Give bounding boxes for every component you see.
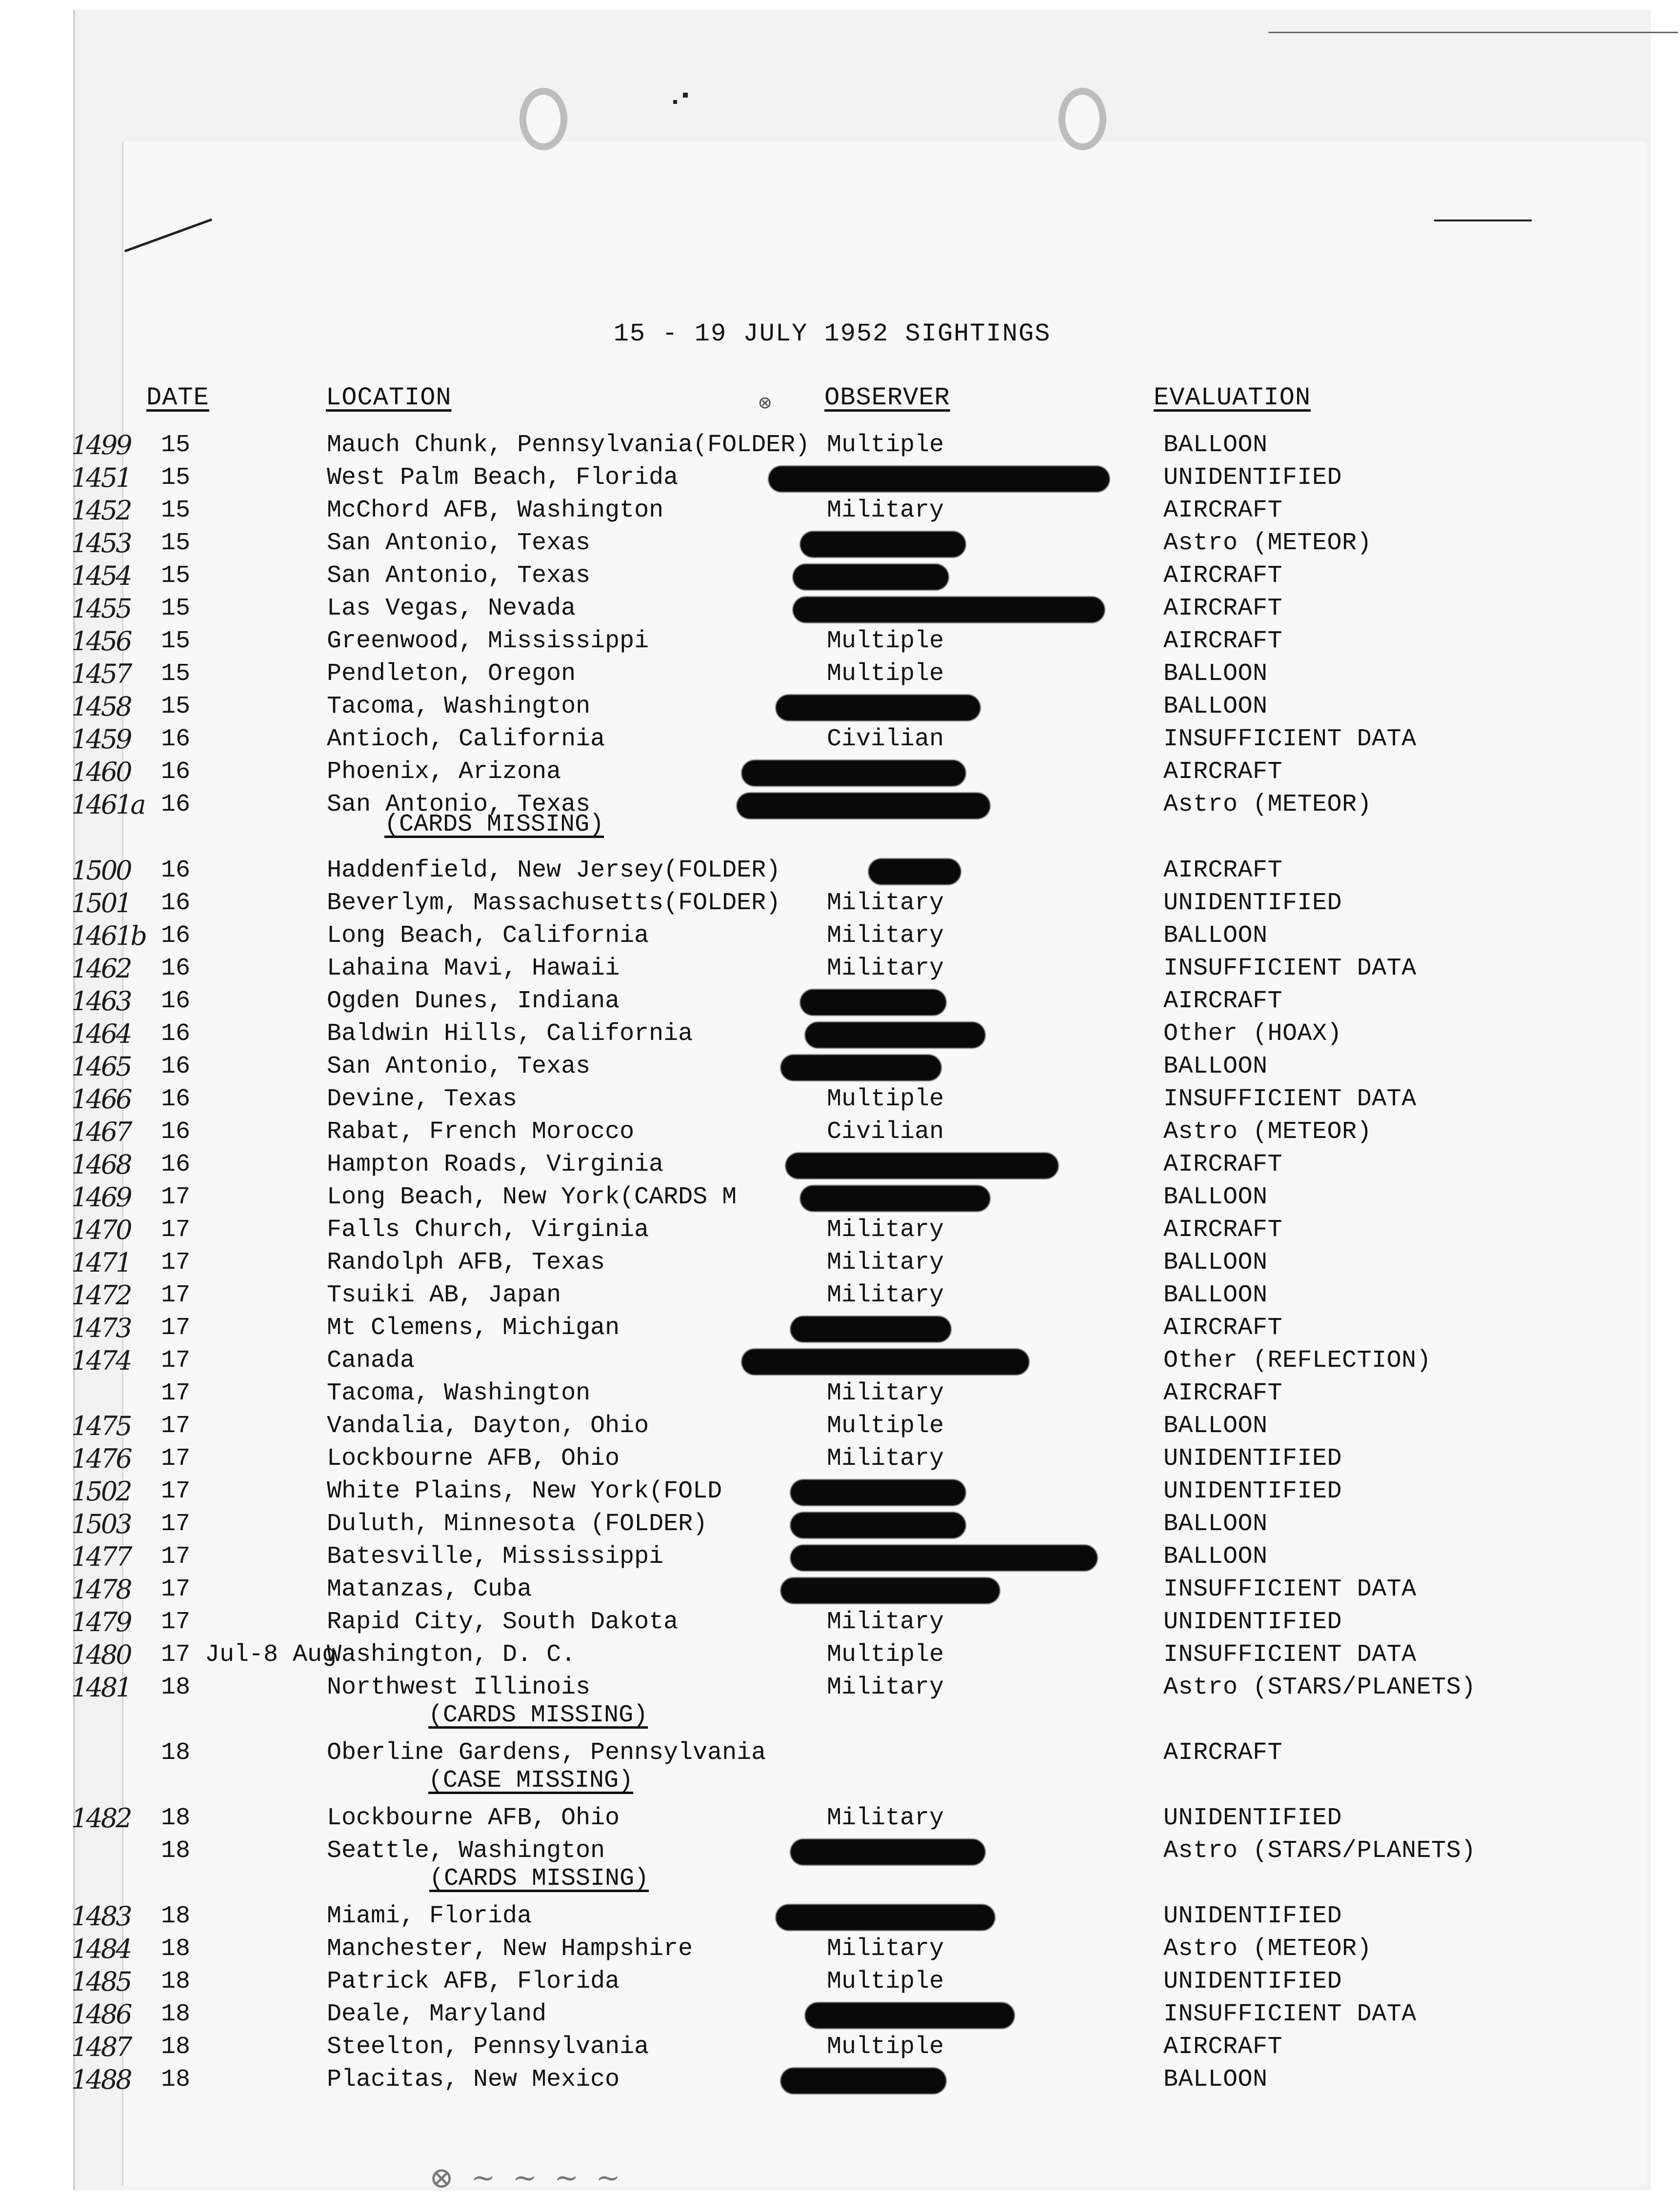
redaction-bar — [800, 531, 966, 558]
location-cell: Hampton Roads, Virginia — [327, 1151, 664, 1178]
date-cell: 18 — [161, 1968, 191, 1995]
evaluation-cell: BALLOON — [1163, 1412, 1268, 1440]
punch-hole-right — [1059, 88, 1106, 150]
location-cell: McChord AFB, Washington — [327, 497, 664, 524]
table-row — [0, 887, 1680, 919]
evaluation-cell: AIRCRAFT — [1163, 1216, 1283, 1244]
date-cell: 16 — [161, 889, 191, 917]
evaluation-cell: UNIDENTIFIED — [1163, 1968, 1342, 1995]
date-cell: 17 — [161, 1608, 191, 1636]
redaction-bar — [780, 1577, 1000, 1604]
evaluation-cell: UNIDENTIFIED — [1163, 1608, 1342, 1636]
location-cell: San Antonio, Texas — [327, 529, 591, 557]
date-cell: 17 — [161, 1445, 191, 1473]
date-cell: 16 — [161, 1151, 191, 1178]
location-cell: Tsuiki AB, Japan — [327, 1281, 561, 1309]
table-row — [0, 1247, 1680, 1279]
table-row — [0, 855, 1680, 887]
table-row — [0, 1377, 1680, 1410]
observer-cell: Civilian — [827, 1118, 944, 1146]
observer-cell: Multiple — [827, 1412, 944, 1440]
case-number: 1481 — [71, 1672, 131, 1703]
date-cell: 17 — [161, 1216, 191, 1244]
case-number: 1484 — [71, 1934, 131, 1964]
case-number: 1472 — [71, 1280, 131, 1311]
date-cell: 18 — [161, 1739, 191, 1767]
location-cell: San Antonio, Texas — [327, 791, 591, 818]
location-cell: Northwest Illinois — [327, 1674, 591, 1701]
redaction-bar — [741, 760, 966, 786]
redaction-bar — [776, 695, 980, 721]
date-cell: 16 — [161, 922, 191, 950]
circled-x-mark: ⊗ — [759, 392, 772, 417]
location-cell: Pendleton, Oregon — [327, 660, 576, 688]
evaluation-cell: Other (HOAX) — [1163, 1020, 1342, 1048]
date-cell: 15 — [161, 627, 191, 655]
redaction-bar — [790, 1545, 1098, 1571]
date-cell: 16 — [161, 725, 191, 753]
observer-cell: Military — [827, 922, 944, 950]
location-cell: Patrick AFB, Florida — [327, 1968, 620, 1995]
table-row — [0, 985, 1680, 1018]
redaction-bar — [790, 1839, 985, 1865]
case-number: 1473 — [71, 1313, 131, 1343]
location-cell: Vandalia, Dayton, Ohio — [327, 1412, 649, 1440]
evaluation-cell: Astro (STARS/PLANETS) — [1163, 1837, 1476, 1865]
case-number: 1454 — [71, 560, 131, 591]
date-cell: 16 — [161, 758, 191, 786]
date-cell: 17 — [161, 1249, 191, 1277]
edge-line — [1268, 32, 1678, 33]
case-number: 1465 — [71, 1051, 131, 1082]
redaction-bar — [790, 1479, 966, 1506]
evaluation-cell: INSUFFICIENT DATA — [1163, 1641, 1417, 1669]
location-cell: Washington, D. C. — [327, 1641, 576, 1669]
observer-cell: Multiple — [827, 627, 944, 655]
case-number: 1459 — [71, 724, 131, 755]
case-number: 1477 — [71, 1541, 131, 1572]
table-row — [0, 953, 1680, 985]
evaluation-cell: INSUFFICIENT DATA — [1163, 2000, 1417, 2028]
location-cell: Mauch Chunk, Pennsylvania(FOLDER) — [327, 431, 810, 459]
header-observer: OBSERVER — [824, 383, 950, 412]
header-date: DATE — [146, 383, 209, 412]
date-cell: 18 — [161, 1935, 191, 1963]
redaction-bar — [800, 1185, 990, 1212]
table-row — [0, 2031, 1680, 2063]
evaluation-cell: BALLOON — [1163, 660, 1268, 688]
redaction-bar — [776, 1904, 995, 1931]
observer-cell: Military — [827, 1445, 944, 1473]
redaction-bar — [805, 2002, 1015, 2029]
table-row — [0, 527, 1680, 559]
case-number: 1500 — [71, 855, 131, 886]
date-cell: 18 — [161, 2000, 191, 2028]
observer-cell: Multiple — [827, 431, 944, 459]
case-number: 1485 — [71, 1966, 131, 1997]
table-row — [0, 1606, 1680, 1638]
date-cell: 16 — [161, 1020, 191, 1048]
location-cell: Duluth, Minnesota (FOLDER) — [327, 1510, 708, 1538]
table-row — [0, 462, 1680, 494]
date-cell: 15 — [161, 595, 191, 622]
case-number: 1453 — [71, 528, 131, 559]
case-number: 1483 — [71, 1901, 131, 1932]
observer-cell: Military — [827, 1804, 944, 1832]
date-cell: 15 — [161, 562, 191, 590]
evaluation-cell: UNIDENTIFIED — [1163, 889, 1342, 917]
table-row — [0, 1802, 1680, 1835]
case-number: 1476 — [71, 1443, 131, 1474]
observer-cell: Multiple — [827, 1085, 944, 1113]
location-cell: Beverlym, Massachusetts(FOLDER) — [327, 889, 781, 917]
header-evaluation: EVALUATION — [1154, 383, 1311, 412]
redaction-bar — [741, 1349, 1029, 1375]
location-cell: Miami, Florida — [327, 1902, 532, 1930]
date-cell: 16 — [161, 1053, 191, 1080]
observer-cell: Civilian — [827, 725, 944, 753]
table-row — [0, 1737, 1680, 1769]
evaluation-cell: Other (REFLECTION) — [1163, 1347, 1432, 1375]
date-cell: 16 — [161, 791, 191, 818]
case-number: 1471 — [71, 1247, 131, 1278]
case-missing-note: (CASE MISSING) — [428, 1767, 634, 1795]
observer-cell: Military — [827, 1216, 944, 1244]
punch-hole-left — [520, 88, 567, 150]
location-cell: Matanzas, Cuba — [327, 1576, 532, 1603]
table-row — [0, 593, 1680, 625]
observer-cell: Multiple — [827, 2033, 944, 2061]
table-row — [0, 1508, 1680, 1540]
location-cell: Rapid City, South Dakota — [327, 1608, 679, 1636]
case-number: 1451 — [71, 462, 131, 493]
evaluation-cell: Astro (STARS/PLANETS) — [1163, 1674, 1476, 1701]
evaluation-cell: UNIDENTIFIED — [1163, 464, 1342, 492]
table-row — [0, 1998, 1680, 2031]
location-cell: Phoenix, Arizona — [327, 758, 561, 786]
location-cell: Long Beach, New York(CARDS M — [327, 1183, 737, 1211]
location-cell: Antioch, California — [327, 725, 605, 753]
table-row — [0, 1279, 1680, 1312]
location-cell: Canada — [327, 1347, 415, 1375]
case-number: 1475 — [71, 1411, 131, 1441]
date-cell: 15 — [161, 693, 191, 720]
date-cell: 16 — [161, 1085, 191, 1113]
evaluation-cell: Astro (METEOR) — [1163, 1118, 1372, 1146]
location-cell: Seattle, Washington — [327, 1837, 605, 1865]
case-number: 1478 — [71, 1574, 131, 1605]
table-row — [0, 1933, 1680, 1965]
location-cell: Ogden Dunes, Indiana — [327, 987, 620, 1015]
location-cell: Deale, Maryland — [327, 2000, 547, 2028]
evaluation-cell: UNIDENTIFIED — [1163, 1445, 1342, 1473]
case-number: 1464 — [71, 1018, 131, 1049]
location-cell: Lockbourne AFB, Ohio — [327, 1804, 620, 1832]
observer-cell: Military — [827, 1674, 944, 1701]
evaluation-cell: AIRCRAFT — [1163, 1314, 1283, 1342]
case-number: 1486 — [71, 1999, 131, 2030]
table-row — [0, 691, 1680, 723]
cards-missing-note: (CARDS MISSING) — [429, 1865, 649, 1893]
table-row — [0, 789, 1680, 821]
evaluation-cell: AIRCRAFT — [1163, 1739, 1283, 1767]
date-cell: 17 — [161, 1510, 191, 1538]
location-cell: Las Vegas, Nevada — [327, 595, 576, 622]
date-cell: 17 — [161, 1347, 191, 1375]
case-number: 1502 — [71, 1476, 131, 1507]
evaluation-cell: INSUFFICIENT DATA — [1163, 1085, 1417, 1113]
location-cell: Placitas, New Mexico — [327, 2066, 620, 2094]
observer-cell: Military — [827, 1935, 944, 1963]
table-row — [0, 495, 1680, 527]
evaluation-cell: INSUFFICIENT DATA — [1163, 1576, 1417, 1603]
date-cell: 17 — [161, 1379, 191, 1407]
date-cell: 18 — [161, 2033, 191, 2061]
table-row — [0, 1574, 1680, 1606]
evaluation-cell: BALLOON — [1163, 693, 1268, 720]
date-cell: 15 — [161, 529, 191, 557]
date-cell: 17 — [161, 1314, 191, 1342]
redaction-bar — [737, 793, 990, 819]
location-cell: Long Beach, California — [327, 922, 649, 950]
case-number: 1488 — [71, 2064, 131, 2095]
location-cell: Greenwood, Mississippi — [327, 627, 649, 655]
evaluation-cell: AIRCRAFT — [1163, 562, 1283, 590]
evaluation-cell: BALLOON — [1163, 1183, 1268, 1211]
date-cell: 18 — [161, 1804, 191, 1832]
location-cell: Haddenfield, New Jersey(FOLDER) — [327, 857, 781, 884]
redaction-bar — [768, 466, 1110, 492]
redaction-bar — [790, 1512, 966, 1538]
redaction-bar — [780, 1055, 941, 1081]
evaluation-cell: UNIDENTIFIED — [1163, 1902, 1342, 1930]
observer-cell: Military — [827, 497, 944, 524]
date-cell: 16 — [161, 987, 191, 1015]
case-number: 1474 — [71, 1345, 131, 1376]
case-number: 1457 — [71, 658, 131, 689]
table-row — [0, 1051, 1680, 1083]
table-row — [0, 560, 1680, 592]
case-number: 1463 — [71, 986, 131, 1017]
date-cell: 18 — [161, 1674, 191, 1701]
evaluation-cell: Astro (METEOR) — [1163, 1935, 1372, 1963]
observer-cell: Multiple — [827, 1641, 944, 1669]
case-number: 1460 — [71, 757, 131, 787]
location-cell: Falls Church, Virginia — [327, 1216, 649, 1244]
evaluation-cell: AIRCRAFT — [1163, 987, 1283, 1015]
date-cell: 18 — [161, 2066, 191, 2094]
table-row — [0, 920, 1680, 952]
case-number: 1499 — [71, 430, 131, 460]
table-row — [0, 1018, 1680, 1050]
case-number: 1461b — [71, 920, 145, 951]
case-number: 1479 — [71, 1607, 131, 1637]
case-number: 1467 — [71, 1117, 131, 1147]
table-row — [0, 1541, 1680, 1573]
table-row — [0, 658, 1680, 690]
evaluation-cell: BALLOON — [1163, 2066, 1268, 2094]
evaluation-cell: BALLOON — [1163, 431, 1268, 459]
evaluation-cell: UNIDENTIFIED — [1163, 1804, 1342, 1832]
pen-stroke — [1434, 220, 1532, 221]
case-number: 1469 — [71, 1182, 131, 1213]
date-cell: 17 — [161, 1183, 191, 1211]
date-cell: 15 — [161, 464, 191, 492]
date-cell: 17 — [161, 1477, 191, 1505]
redaction-bar — [790, 1316, 951, 1342]
evaluation-cell: BALLOON — [1163, 1543, 1268, 1571]
table-row — [0, 429, 1680, 461]
observer-cell: Military — [827, 1608, 944, 1636]
location-cell: Batesville, Mississippi — [327, 1543, 664, 1571]
evaluation-cell: BALLOON — [1163, 922, 1268, 950]
cards-missing-note: (CARDS MISSING) — [428, 1701, 648, 1729]
location-cell: Rabat, French Morocco — [327, 1118, 635, 1146]
evaluation-cell: INSUFFICIENT DATA — [1163, 725, 1417, 753]
evaluation-cell: AIRCRAFT — [1163, 627, 1283, 655]
date-cell: 16 — [161, 1118, 191, 1146]
table-row — [0, 1443, 1680, 1475]
case-number: 1501 — [71, 888, 131, 918]
observer-cell: Military — [827, 1379, 944, 1407]
location-cell: Devine, Texas — [327, 1085, 518, 1113]
cards-missing-note: (CARDS MISSING) — [384, 811, 604, 838]
table-row — [0, 1312, 1680, 1344]
observer-cell: Multiple — [827, 660, 944, 688]
case-number: 1468 — [71, 1149, 131, 1180]
location-cell: Lahaina Mavi, Hawaii — [327, 955, 620, 982]
speck — [683, 93, 688, 98]
case-number: 1503 — [71, 1509, 131, 1539]
redaction-bar — [800, 989, 946, 1016]
case-number: 1458 — [71, 691, 131, 722]
table-row — [0, 1476, 1680, 1508]
case-number: 1470 — [71, 1215, 131, 1245]
table-row — [0, 1900, 1680, 1933]
date-cell: 17 — [161, 1576, 191, 1603]
table-row — [0, 1149, 1680, 1181]
date-cell: 18 — [161, 1837, 191, 1865]
case-number: 1466 — [71, 1084, 131, 1115]
location-cell: Randolph AFB, Texas — [327, 1249, 605, 1277]
table-row — [0, 1345, 1680, 1377]
evaluation-cell: BALLOON — [1163, 1053, 1268, 1080]
date-cell: 17 — [161, 1412, 191, 1440]
evaluation-cell: AIRCRAFT — [1163, 758, 1283, 786]
table-row — [0, 2064, 1680, 2096]
evaluation-cell: AIRCRAFT — [1163, 1151, 1283, 1178]
speck — [673, 100, 677, 104]
evaluation-cell: Astro (METEOR) — [1163, 529, 1372, 557]
date-cell: 18 — [161, 1902, 191, 1930]
evaluation-cell: BALLOON — [1163, 1281, 1268, 1309]
table-row — [0, 1966, 1680, 1998]
location-cell: Lockbourne AFB, Ohio — [327, 1445, 620, 1473]
date-cell: 17 — [161, 1281, 191, 1309]
location-cell: White Plains, New York(FOLD — [327, 1477, 722, 1505]
redaction-bar — [793, 597, 1105, 623]
evaluation-cell: UNIDENTIFIED — [1163, 1477, 1342, 1505]
case-number: 1482 — [71, 1803, 131, 1834]
document-title: 15 - 19 JULY 1952 SIGHTINGS — [613, 319, 1051, 348]
redaction-bar — [793, 564, 949, 590]
observer-cell: Military — [827, 1249, 944, 1277]
table-row — [0, 1083, 1680, 1116]
redaction-bar — [785, 1153, 1059, 1179]
location-cell: Mt Clemens, Michigan — [327, 1314, 620, 1342]
table-row — [0, 1116, 1680, 1148]
case-number: 1487 — [71, 2032, 131, 2062]
location-cell: Tacoma, Washington — [327, 1379, 591, 1407]
header-location: LOCATION — [326, 383, 452, 412]
observer-cell: Multiple — [827, 1968, 944, 1995]
location-cell: Manchester, New Hampshire — [327, 1935, 693, 1963]
location-cell: Tacoma, Washington — [327, 693, 591, 720]
redaction-bar — [780, 2068, 946, 2094]
table-row — [0, 723, 1680, 756]
evaluation-cell: INSUFFICIENT DATA — [1163, 955, 1417, 982]
table-row — [0, 1835, 1680, 1867]
date-cell: 15 — [161, 660, 191, 688]
observer-cell: Military — [827, 1281, 944, 1309]
case-number: 1452 — [71, 495, 131, 526]
case-number: 1462 — [71, 953, 131, 984]
location-cell: Steelton, Pennsylvania — [327, 2033, 649, 2061]
pencil-scrawl: ⊗ ~ ~ ~ ~ — [429, 2161, 624, 2195]
evaluation-cell: BALLOON — [1163, 1510, 1268, 1538]
table-row — [0, 1410, 1680, 1442]
date-cell: 15 — [161, 497, 191, 524]
case-number: 1456 — [71, 626, 131, 657]
case-number: 1455 — [71, 593, 131, 624]
evaluation-cell: AIRCRAFT — [1163, 857, 1283, 884]
evaluation-cell: BALLOON — [1163, 1249, 1268, 1277]
evaluation-cell: Astro (METEOR) — [1163, 791, 1372, 818]
redaction-bar — [868, 858, 961, 885]
evaluation-cell: AIRCRAFT — [1163, 595, 1283, 622]
date-cell: 16 — [161, 857, 191, 884]
table-row — [0, 1639, 1680, 1671]
evaluation-cell: AIRCRAFT — [1163, 497, 1283, 524]
table-row — [0, 625, 1680, 658]
location-cell: San Antonio, Texas — [327, 1053, 591, 1080]
table-row — [0, 756, 1680, 788]
location-cell: San Antonio, Texas — [327, 562, 591, 590]
date-cell: 15 — [161, 431, 191, 459]
table-row — [0, 1214, 1680, 1246]
observer-cell: Military — [827, 889, 944, 917]
table-row — [0, 1672, 1680, 1704]
date-cell: 17 Jul-8 Aug — [161, 1641, 337, 1669]
case-number: 1461a — [71, 789, 144, 820]
observer-cell: Military — [827, 955, 944, 982]
date-cell: 16 — [161, 955, 191, 982]
evaluation-cell: AIRCRAFT — [1163, 2033, 1283, 2061]
case-number: 1480 — [71, 1639, 131, 1670]
location-cell: Baldwin Hills, California — [327, 1020, 693, 1048]
evaluation-cell: AIRCRAFT — [1163, 1379, 1283, 1407]
redaction-bar — [805, 1022, 985, 1048]
location-cell: West Palm Beach, Florida — [327, 464, 679, 492]
location-cell: Oberline Gardens, Pennsylvania — [327, 1739, 766, 1767]
date-cell: 17 — [161, 1543, 191, 1571]
table-row — [0, 1181, 1680, 1214]
